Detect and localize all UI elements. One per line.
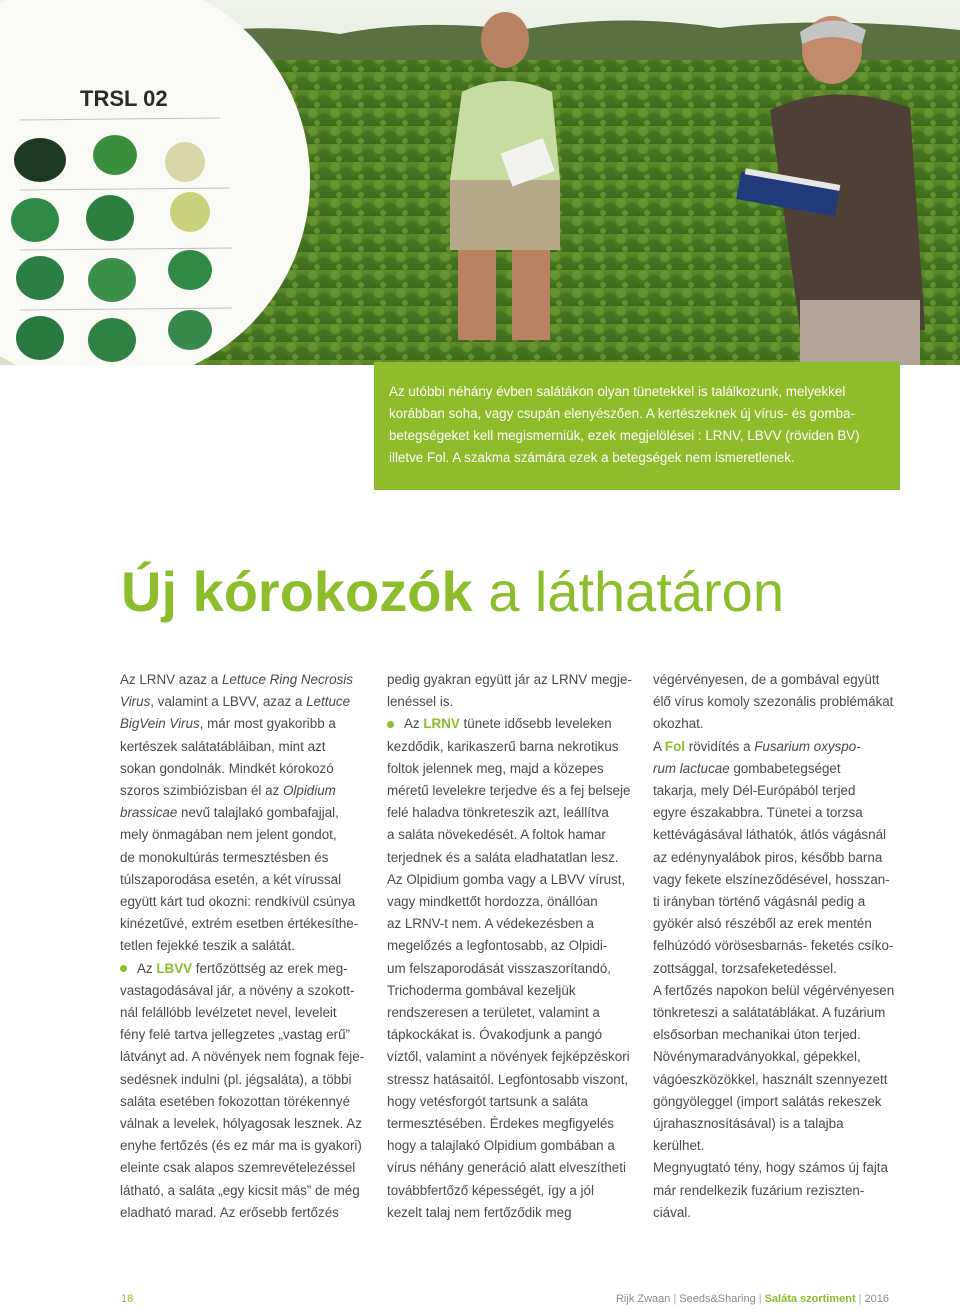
text-line: nál felállóbb levélzetet nevel, leveleit [120,1005,337,1021]
text-line: látható, a saláta „egy kicsit más” de még [120,1182,360,1198]
text-line: méretű levelekre terjedve és a fej belseje [387,783,631,799]
text-line: a saláta növekedését. A foltok hamar [387,827,606,843]
text-line: pedig gyakran együtt jár az LRNV megje- [387,672,632,687]
text-line: Az Olpidium gomba vagy a LBVV vírust, [387,871,626,887]
text-line: göngyöleggel (import salátás rekeszek [653,1093,882,1109]
text-line: enyhe fertőzés (és ez már ma is gyakori) [120,1138,362,1154]
text-line: az edénynyalábok piros, később barna [653,849,883,865]
intro-line: betegségeket kell megismerniük, ezek megjelölései : LRNV, LBVV (röviden BV) [389,428,860,443]
text-line: stressz hatásaitól. Legfontosabb viszont, [387,1071,629,1087]
title-light: a láthatáron [488,560,784,623]
text-line: zottsággal, torzsafeketedéssel. [653,960,837,976]
text: Az LRNV azaz a [120,672,222,687]
text-italic: Fusarium oxyspo- [754,738,861,754]
text-line: Megnyugtató tény, hogy számos új fajta [653,1160,888,1176]
text-line: tetlen fejekké teszik a salátát. [120,938,295,954]
text-line: vastagodásával jár, a növény a szokott- [120,982,355,998]
text-line: együtt kárt tud okozni: rendkívül csúnya [120,894,356,910]
text-column-1 [120,669,372,1224]
text-line: élő vírus komoly szezonális problémákat [653,694,894,710]
text-line: felé haladva tönkreteszik azt, leállítva [387,805,609,821]
text-line: hogy a talajlakó Olpidium gombában a [387,1138,615,1154]
text-line: egyre északabbra. Tünetei a torzsa [653,805,863,821]
text-line: tápkockákat is. Óvakodjunk a pangó [387,1027,603,1043]
text-line: újrahasznosításával) is a talajba [653,1116,844,1132]
text-line: terjednek és a saláta eladhatatlan lesz. [387,849,619,865]
text: nevű talajlakó gombafajjal, [177,805,339,821]
text-line: ciával. [653,1204,691,1220]
text: Az [404,716,424,732]
text-line: vagy mindkettőt hordozza, önállóan [387,894,598,910]
text-line: lenéssel is. [387,694,454,710]
page-number: 18 [121,1293,134,1305]
header-photo [0,0,960,365]
highlight-term: LRNV [423,716,460,732]
text-italic: brassicae [120,805,178,821]
text: tünete idősebb leveleken [459,716,612,732]
text-line: Növénymaradványokkal, gépekkel, [653,1049,861,1065]
text-line: kinézetűvé, extrém esetben értékesíthe- [120,916,359,932]
text-line: megelőzés a legfontosabb, az Olpidi- [387,938,608,954]
text-line: termesztésében. Érdekes megfigyelés [387,1116,615,1132]
title-bold: Új kórokozók [121,560,473,623]
text: fertőzöttség az erek meg- [192,960,348,976]
text: , valamint a LBVV, azaz a [150,694,307,710]
text-line: látványt ad. A növények nem fognak feje- [120,1049,365,1065]
text-line: tönkreteszi a salátatáblákat. A fuzárium [653,1005,886,1021]
intro-line: illetve Fol. A szakma számára ezek a betegségek nem ismeretlenek. [389,450,795,465]
text-line: túlszaporodása esetén, a két vírussal [120,871,342,887]
text-line: kettévágásával láthatók, átlós vágásnál [653,827,886,843]
text-line: kezelt talaj nem fertőződik meg [387,1204,572,1220]
text-line: az LRNV-t nem. A védekezésben a [387,916,594,932]
text: szoros szimbiózisban él az [120,783,283,799]
text-line: sokan gondolnák. Mindkét kórokozó [120,760,334,776]
article-title [121,558,784,626]
text-line: rendszeresen a területet, valamint a [387,1005,600,1021]
text-line: továbbfertőző képességét, így a jól [387,1182,594,1198]
field-photo [0,0,960,365]
text-line: válnak a levelek, hólyagosak lesznek. Az [120,1116,362,1132]
text-line: takarja, mely Dél-Európából terjed [653,783,856,799]
text-line: hogy vetésforgót tartsunk a saláta [387,1093,588,1109]
text-italic: Virus [120,694,151,710]
text-column-3 [653,669,908,1224]
text-line: elsősorban mechanikai úton terjed. [653,1027,861,1043]
text: gombabetegséget [729,760,841,776]
text-line: saláta esetében fokozottan törékennyé [120,1093,351,1109]
text-italic: Olpidium [282,783,336,799]
sample-card-label: TRSL 02 [80,86,168,111]
text-line: A fertőzés napokon belül végérvényesen [653,982,895,998]
text-line: de monokultúrás termesztésben és [120,849,329,865]
footer-brand: Rijk Zwaan [615,1293,671,1305]
text-line: felhúzódó vörösesbarnás- feketés csíko- [653,938,894,954]
text-column-2 [387,669,643,1224]
paragraph [120,958,372,1224]
text-line: gyökér alsó részéből az erek mentén [653,916,872,932]
text: Az [137,960,157,976]
text-italic: Lettuce Ring Necrosis [221,672,353,687]
text-line: végérvényesen, de a gombával együtt [653,672,880,687]
text-line: már rendelkezik fuzárium reziszten- [653,1182,865,1198]
text: rövidítés a [685,738,755,754]
text-line: sedésnek indulni (pl. jégsaláta), a többi [120,1071,352,1087]
text: A [653,738,665,754]
text: , már most gyakoribb a [199,716,336,732]
text-line: kerülhet. [653,1138,705,1154]
intro-line: Az utóbbi néhány évben salátákon olyan tünetekkel is találkozunk, melyekkel [389,384,846,399]
text-line: eleinte csak alapos szemrevételezéssel [120,1160,356,1176]
text-line: vágóeszközökkel, használt szennyezett [653,1071,888,1087]
bullet-icon [120,965,127,972]
text-line: ti irányban történő vágásnál pedig a [653,894,866,910]
footer-publication: Rijk Zwaan | Seeds&Sharing | Saláta szortiment | 2016 [615,1293,889,1305]
intro-box [374,362,900,490]
intro-line: korábban soha, vagy csupán elenyészően. A kertészeknek új vírus- és gomba- [389,406,855,421]
text-line: foltok jelennek meg, majd a közepes [387,760,604,776]
text-line: Trichoderma gombával kezeljük [387,982,576,998]
text-line: vagy fekete elszíneződésével, hosszan- [653,871,890,887]
text-line: um felszaporodását visszaszorítandó, [387,960,612,976]
highlight-term: Fol [664,738,686,754]
text-italic: rum lactucae [653,760,730,776]
text-line: mely önmagában nem jelent gondot, [120,827,337,843]
text-italic: BigVein Virus [120,716,200,732]
footer-series: Seeds&Sharing [679,1293,756,1305]
text-line: okozhat. [653,716,704,732]
bullet-icon [387,721,394,728]
text-italic: Lettuce [306,694,351,710]
text-line: fény felé tartva jellegzetes „vastag erű” [120,1027,350,1043]
text-line: vírus néhány generáció alatt elveszítheti [387,1160,626,1176]
text-line: kertészek salátatábláiban, mint azt [120,738,326,754]
paragraph [120,669,372,958]
text-line: eladható marad. Az erősebb fertőzés [120,1204,339,1220]
highlight-term: LBVV [156,960,193,976]
footer-year: 2016 [864,1293,889,1305]
text-line: víztől, valamint a növények fejképzéskori [387,1049,630,1065]
footer-title: Saláta szortiment [764,1293,856,1305]
text-line: kezdődik, karikaszerű barna nekrotikus [387,738,619,754]
